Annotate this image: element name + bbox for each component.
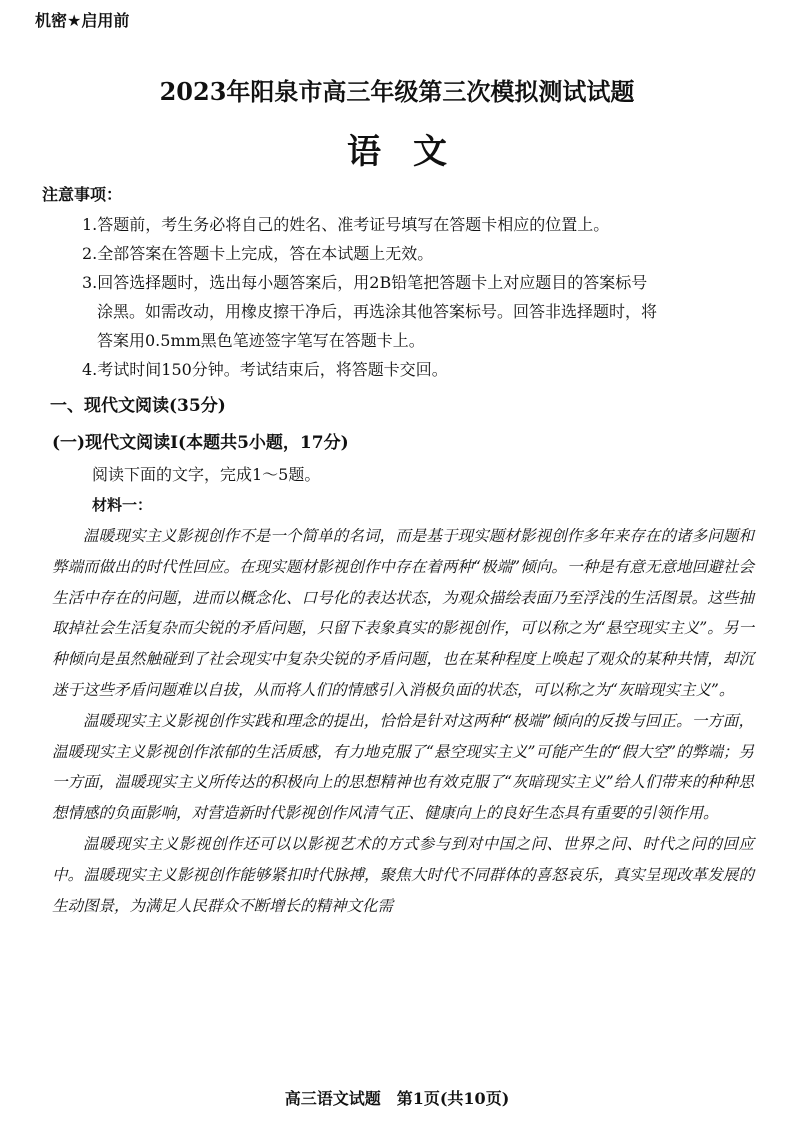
- subject-title: 语文: [347, 132, 479, 172]
- exam-title: 2023年阳泉市高三年级第三次模拟测试试题: [159, 77, 635, 106]
- material-body: [52, 521, 754, 921]
- notice-heading: 注意事项：: [42, 185, 123, 204]
- notice-item-continued: 涂黑。如需改动，用橡皮擦干净后，再选涂其他答案标号。回答非选择题时，将: [97, 302, 658, 321]
- reading-instruction: 阅读下面的文字，完成1～5题。: [92, 465, 321, 484]
- subsection-heading: (一)现代文阅读Ⅰ(本题共5小题，17分): [52, 433, 349, 453]
- section-heading: 一、现代文阅读(35分): [50, 396, 226, 416]
- notice-item-continued: 答案用0.5mm黑色笔迹签字笔写在答题卡上。: [97, 331, 425, 350]
- paragraph: 温暖现实主义影视创作还可以以影视艺术的方式参与到对中国之问、世界之问、时代之问的回应中。温暖现实主义影视创作能够紧扣时代脉搏，聚焦大时代不同群体的喜怒哀乐，真实呈现改革发展的生动图景，为满足人民群众不断增长的精神文化需: [52, 834, 754, 915]
- paragraph: 温暖现实主义影视创作实践和理念的提出，恰恰是针对这两种“极端”倾向的反拨与回正。一方面，温暖现实主义影视创作浓郁的生活质感，有力地克服了“悬空现实主义”可能产生的“假大空”的弊端；另一方面，温暖现实主义所传达的积极向上的思想精神也有效克服了“灰暗现实主义”给人们带来的种种思想情感的负面影响，对营造新时代影视创作风清气正、健康向上的良好生态具有重要的引领作用。: [52, 711, 754, 823]
- notice-item: 1.答题前，考生务必将自己的姓名、准考证号填写在答题卡相应的位置上。: [82, 215, 610, 234]
- paragraph: 温暖现实主义影视创作不是一个简单的名词，而是基于现实题材影视创作多年来存在的诸多问题和弊端而做出的时代性回应。在现实题材影视创作中存在着两种“极端”倾向。一种是有意无意地回避社会生活中存在的问题，进而以概念化、口号化的表达状态，为观众描绘表面乃至浮浅的生活图景。这些抽取掉社会生活复杂而尖锐的矛盾问题，只留下表象真实的影视创作，可以称之为“悬空现实主义”。另一种倾向是虽然触碰到了社会现实中复杂尖锐的矛盾问题，也在某种程度上唤起了观众的某种共情，却沉迷于这些矛盾问题难以自拔，从而将人们的情感引入消极负面的状态，可以称之为“灰暗现实主义”。: [52, 527, 754, 699]
- page-footer: 高三语文试题 第1页(共10页): [284, 1089, 510, 1108]
- material-label: 材料一：: [92, 496, 153, 514]
- confidential-mark: 机密★启用前: [35, 11, 130, 30]
- notice-list: [82, 210, 762, 384]
- notice-item: 3.回答选择题时，选出每小题答案后，用2B铅笔把答题卡上对应题目的答案标号: [82, 273, 648, 292]
- notice-item: 4.考试时间150分钟。考试结束后，将答题卡交回。: [82, 360, 448, 379]
- notice-item: 2.全部答案在答题卡上完成，答在本试题上无效。: [82, 244, 434, 263]
